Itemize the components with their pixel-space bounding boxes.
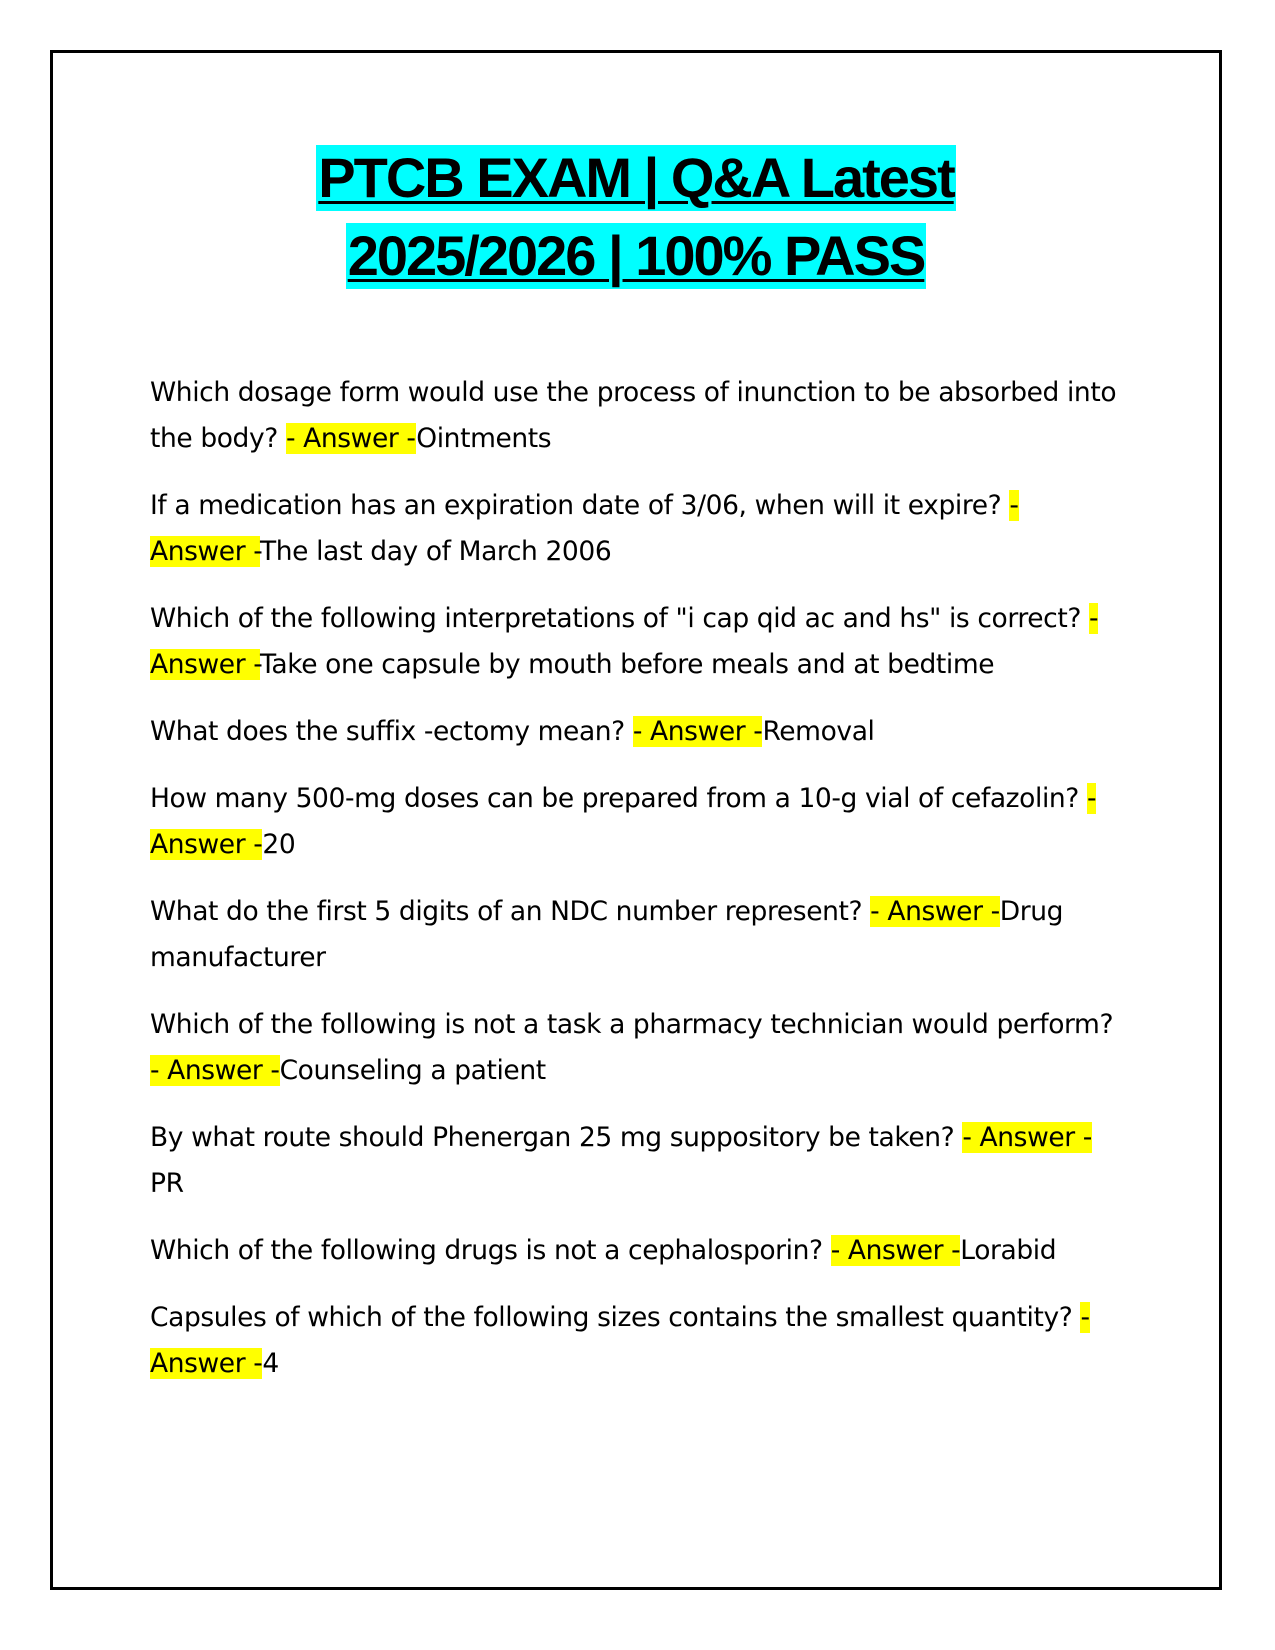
answer-text: Drug manufacturer	[150, 896, 1064, 973]
answer-text: PR	[150, 1168, 184, 1199]
question-text: Which of the following drugs is not a cephalosporin?	[150, 1235, 831, 1266]
answer-text: 20	[262, 829, 296, 860]
answer-text: Take one capsule by mouth before meals and at bedtime	[259, 649, 995, 680]
qa-item	[150, 776, 1120, 868]
qa-item	[150, 1115, 1120, 1207]
answer-marker: - Answer -	[150, 1302, 1090, 1379]
title-line-2: 2025/2026 | 100% PASS	[347, 224, 925, 287]
answer-marker: - Answer -	[870, 896, 1000, 927]
qa-item	[150, 1295, 1120, 1387]
qa-item	[150, 596, 1120, 688]
answer-text: Counseling a patient	[279, 1055, 546, 1086]
qa-item	[150, 483, 1120, 575]
answer-text: Ointments	[416, 423, 552, 454]
question-text: How many 500-mg doses can be prepared from a 10-g vial of cefazolin?	[150, 783, 1087, 814]
answer-marker: - Answer -	[632, 716, 763, 747]
answer-marker: - Answer -	[830, 1235, 961, 1266]
question-text: Which of the following interpretations of "i cap qid ac and hs" is correct?	[150, 603, 1090, 634]
question-text: Which dosage form would use the process of inunction to be absorbed into the body?	[150, 377, 1117, 454]
answer-marker: - Answer -	[150, 603, 1099, 680]
document-title	[50, 145, 1222, 301]
qa-item	[150, 709, 1120, 755]
question-text: What do the first 5 digits of an NDC number represent?	[150, 896, 871, 927]
answer-text: Lorabid	[960, 1235, 1057, 1266]
qa-item	[150, 889, 1120, 981]
answer-marker: - Answer -	[285, 423, 417, 454]
question-text: Which of the following is not a task a pharmacy technician would perform?	[150, 1009, 1114, 1040]
qa-item	[150, 1228, 1120, 1274]
answer-marker: - Answer -	[150, 490, 1019, 567]
question-text: If a medication has an expiration date of 3/06, when will it expire?	[150, 490, 1010, 521]
answer-text: The last day of March 2006	[259, 536, 612, 567]
qa-item	[150, 1002, 1120, 1094]
title-line-1: PTCB EXAM | Q&A Latest	[318, 146, 954, 209]
question-text: What does the suffix -ectomy mean?	[150, 716, 633, 747]
answer-marker: - Answer -	[962, 1122, 1092, 1153]
question-text: Capsules of which of the following sizes contains the smallest quantity?	[150, 1302, 1081, 1333]
answer-text: 4	[262, 1348, 279, 1379]
qa-item	[150, 370, 1120, 462]
question-text: By what route should Phenergan 25 mg suppository be taken?	[150, 1122, 963, 1153]
answer-marker: - Answer -	[150, 1055, 280, 1086]
qa-list	[150, 370, 1120, 1408]
answer-text: Removal	[762, 716, 875, 747]
answer-marker: - Answer -	[150, 783, 1097, 860]
